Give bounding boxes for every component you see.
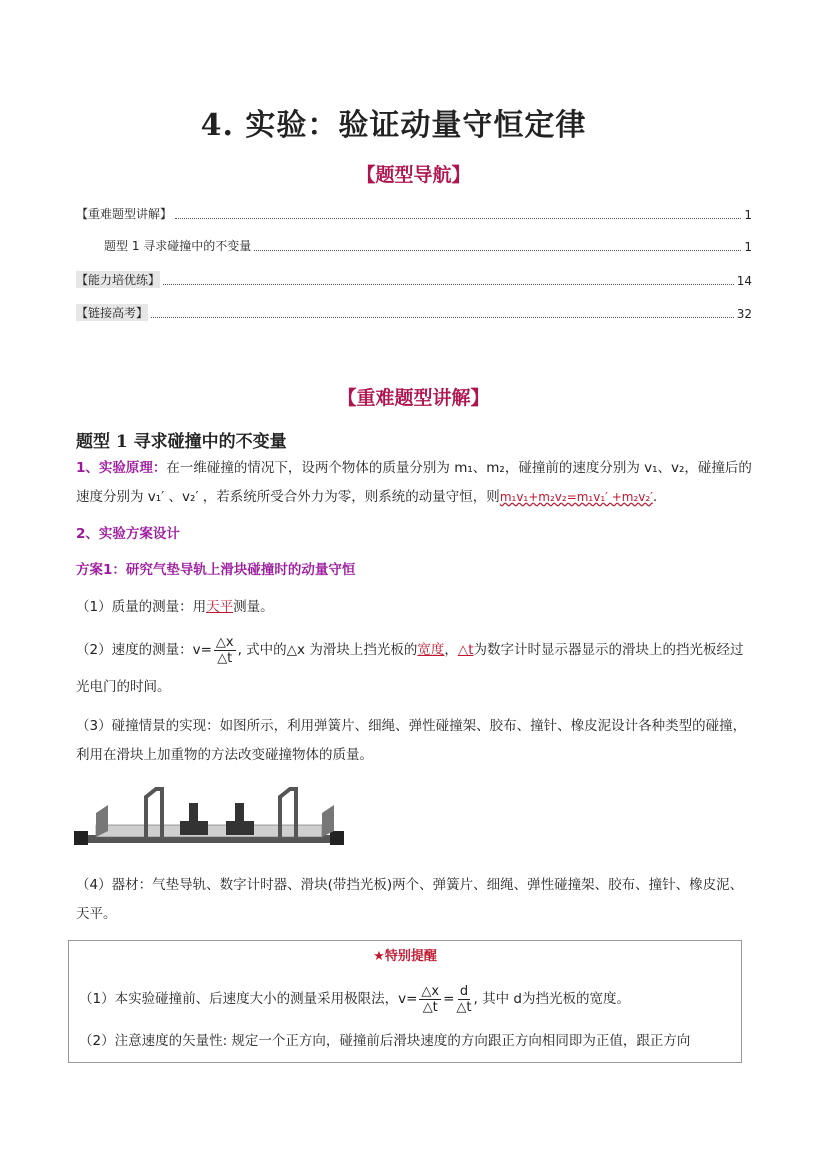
toc-page: 1 <box>744 208 752 222</box>
toc-dots <box>151 317 734 318</box>
toc-page: 1 <box>744 240 752 254</box>
denominator: △t <box>422 999 438 1015</box>
keyword-delta-t: △t <box>457 642 474 658</box>
momentum-formula: m₁v₁+m₂v₂=m₁v₁′ +m₂v₂′ <box>499 490 653 504</box>
keyword-width: 宽度 <box>417 642 445 658</box>
nav-heading: 【题型导航】 <box>356 164 471 186</box>
text: , 式中的△x 为滑块上挡光板的 <box>237 642 418 658</box>
topic-title: 题型 1 寻求碰撞中的不变量 <box>76 432 287 452</box>
fraction <box>456 984 471 1015</box>
principle-paragraph <box>76 454 752 512</box>
toc-page: 32 <box>736 307 752 321</box>
design-heading: 2、实验方案设计 <box>76 526 180 542</box>
track-rail <box>96 825 322 837</box>
weight <box>235 803 244 821</box>
toc-label: 【链接高考】 <box>76 306 149 320</box>
special-reminder-box <box>68 940 742 1063</box>
text: , 其中 d为挡光板的宽度。 <box>473 991 630 1007</box>
reminder-item-2: （2）注意速度的矢量性: 规定一个正方向，碰撞前后滑块速度的方向跟正方向相同即为正值，跟正方向 <box>79 1033 691 1049</box>
item-equipment: （4）器材：气垫导轨、数字计时器、滑块(带挡光板)两个、弹簧片、细绳、弹性碰撞架、胶布、撞针、橡皮泥、天平。 <box>76 877 744 922</box>
toc-page: 14 <box>736 274 752 288</box>
text: = <box>443 991 455 1007</box>
text: 测量。 <box>233 599 274 615</box>
principle-label: 1、实验原理： <box>76 460 167 476</box>
reminder-heading: ★特别提醒 <box>373 949 437 964</box>
toc-dots <box>254 250 741 251</box>
toc-dots <box>175 218 741 219</box>
denominator: △t <box>217 650 233 666</box>
text: （1）质量的测量：用 <box>76 599 207 615</box>
slider <box>226 821 254 835</box>
toc-entry[interactable] <box>76 205 752 222</box>
weight <box>189 803 198 821</box>
principle-text: 在一维碰撞的情况下，设两个物体的质量分别为 m₁、m₂，碰撞前的速度分别为 v₁、v₂，碰撞后的速度分别为 v₁′ 、v₂′ ，若系统所受合外力为零，则系统的动量守恒，则 <box>76 460 752 505</box>
page-title: 4. 实验：验证动量守恒定律 <box>200 108 587 143</box>
toc-dots <box>163 284 734 285</box>
toc-label: 【能力培优练】 <box>76 273 161 287</box>
item-mass <box>76 593 752 622</box>
toc-entry[interactable] <box>76 271 752 288</box>
numerator: △x <box>421 983 440 999</box>
toc-label: 题型 1 寻求碰撞中的不变量 <box>104 239 252 253</box>
text: 为数字计时显示器显示的滑块上的挡光板经过光电门的时间。 <box>76 642 744 695</box>
toc-entry[interactable] <box>104 237 752 254</box>
reminder-item-1 <box>79 981 739 1017</box>
track-end <box>330 831 344 845</box>
text: （1）本实验碰撞前、后速度大小的测量采用极限法，v= <box>79 991 418 1007</box>
track-end <box>74 831 88 845</box>
period: . <box>652 489 658 505</box>
text: ， <box>444 642 458 658</box>
item-collision: （3）碰撞情景的实现：如图所示，利用弹簧片、细绳、弹性碰撞架、胶布、撞针、橡皮泥设计各种类型的碰撞，利用在滑块上加重物的方法改变碰撞物体的质量。 <box>76 718 747 763</box>
fraction <box>419 984 441 1015</box>
text: （2）速度的测量：v= <box>76 642 212 658</box>
keyword-balance: 天平 <box>206 599 234 615</box>
fraction <box>214 635 236 666</box>
numerator: △x <box>215 634 234 650</box>
numerator: d <box>459 983 469 999</box>
denominator: △t <box>456 999 472 1015</box>
air-track-figure <box>74 785 344 857</box>
section-heading: 【重难题型讲解】 <box>337 387 490 409</box>
slider <box>180 821 208 835</box>
item-velocity <box>76 632 752 706</box>
plan-heading: 方案1：研究气垫导轨上滑块碰撞时的动量守恒 <box>76 562 356 578</box>
toc-entry[interactable] <box>76 304 752 321</box>
toc-label: 【重难题型讲解】 <box>76 207 173 221</box>
